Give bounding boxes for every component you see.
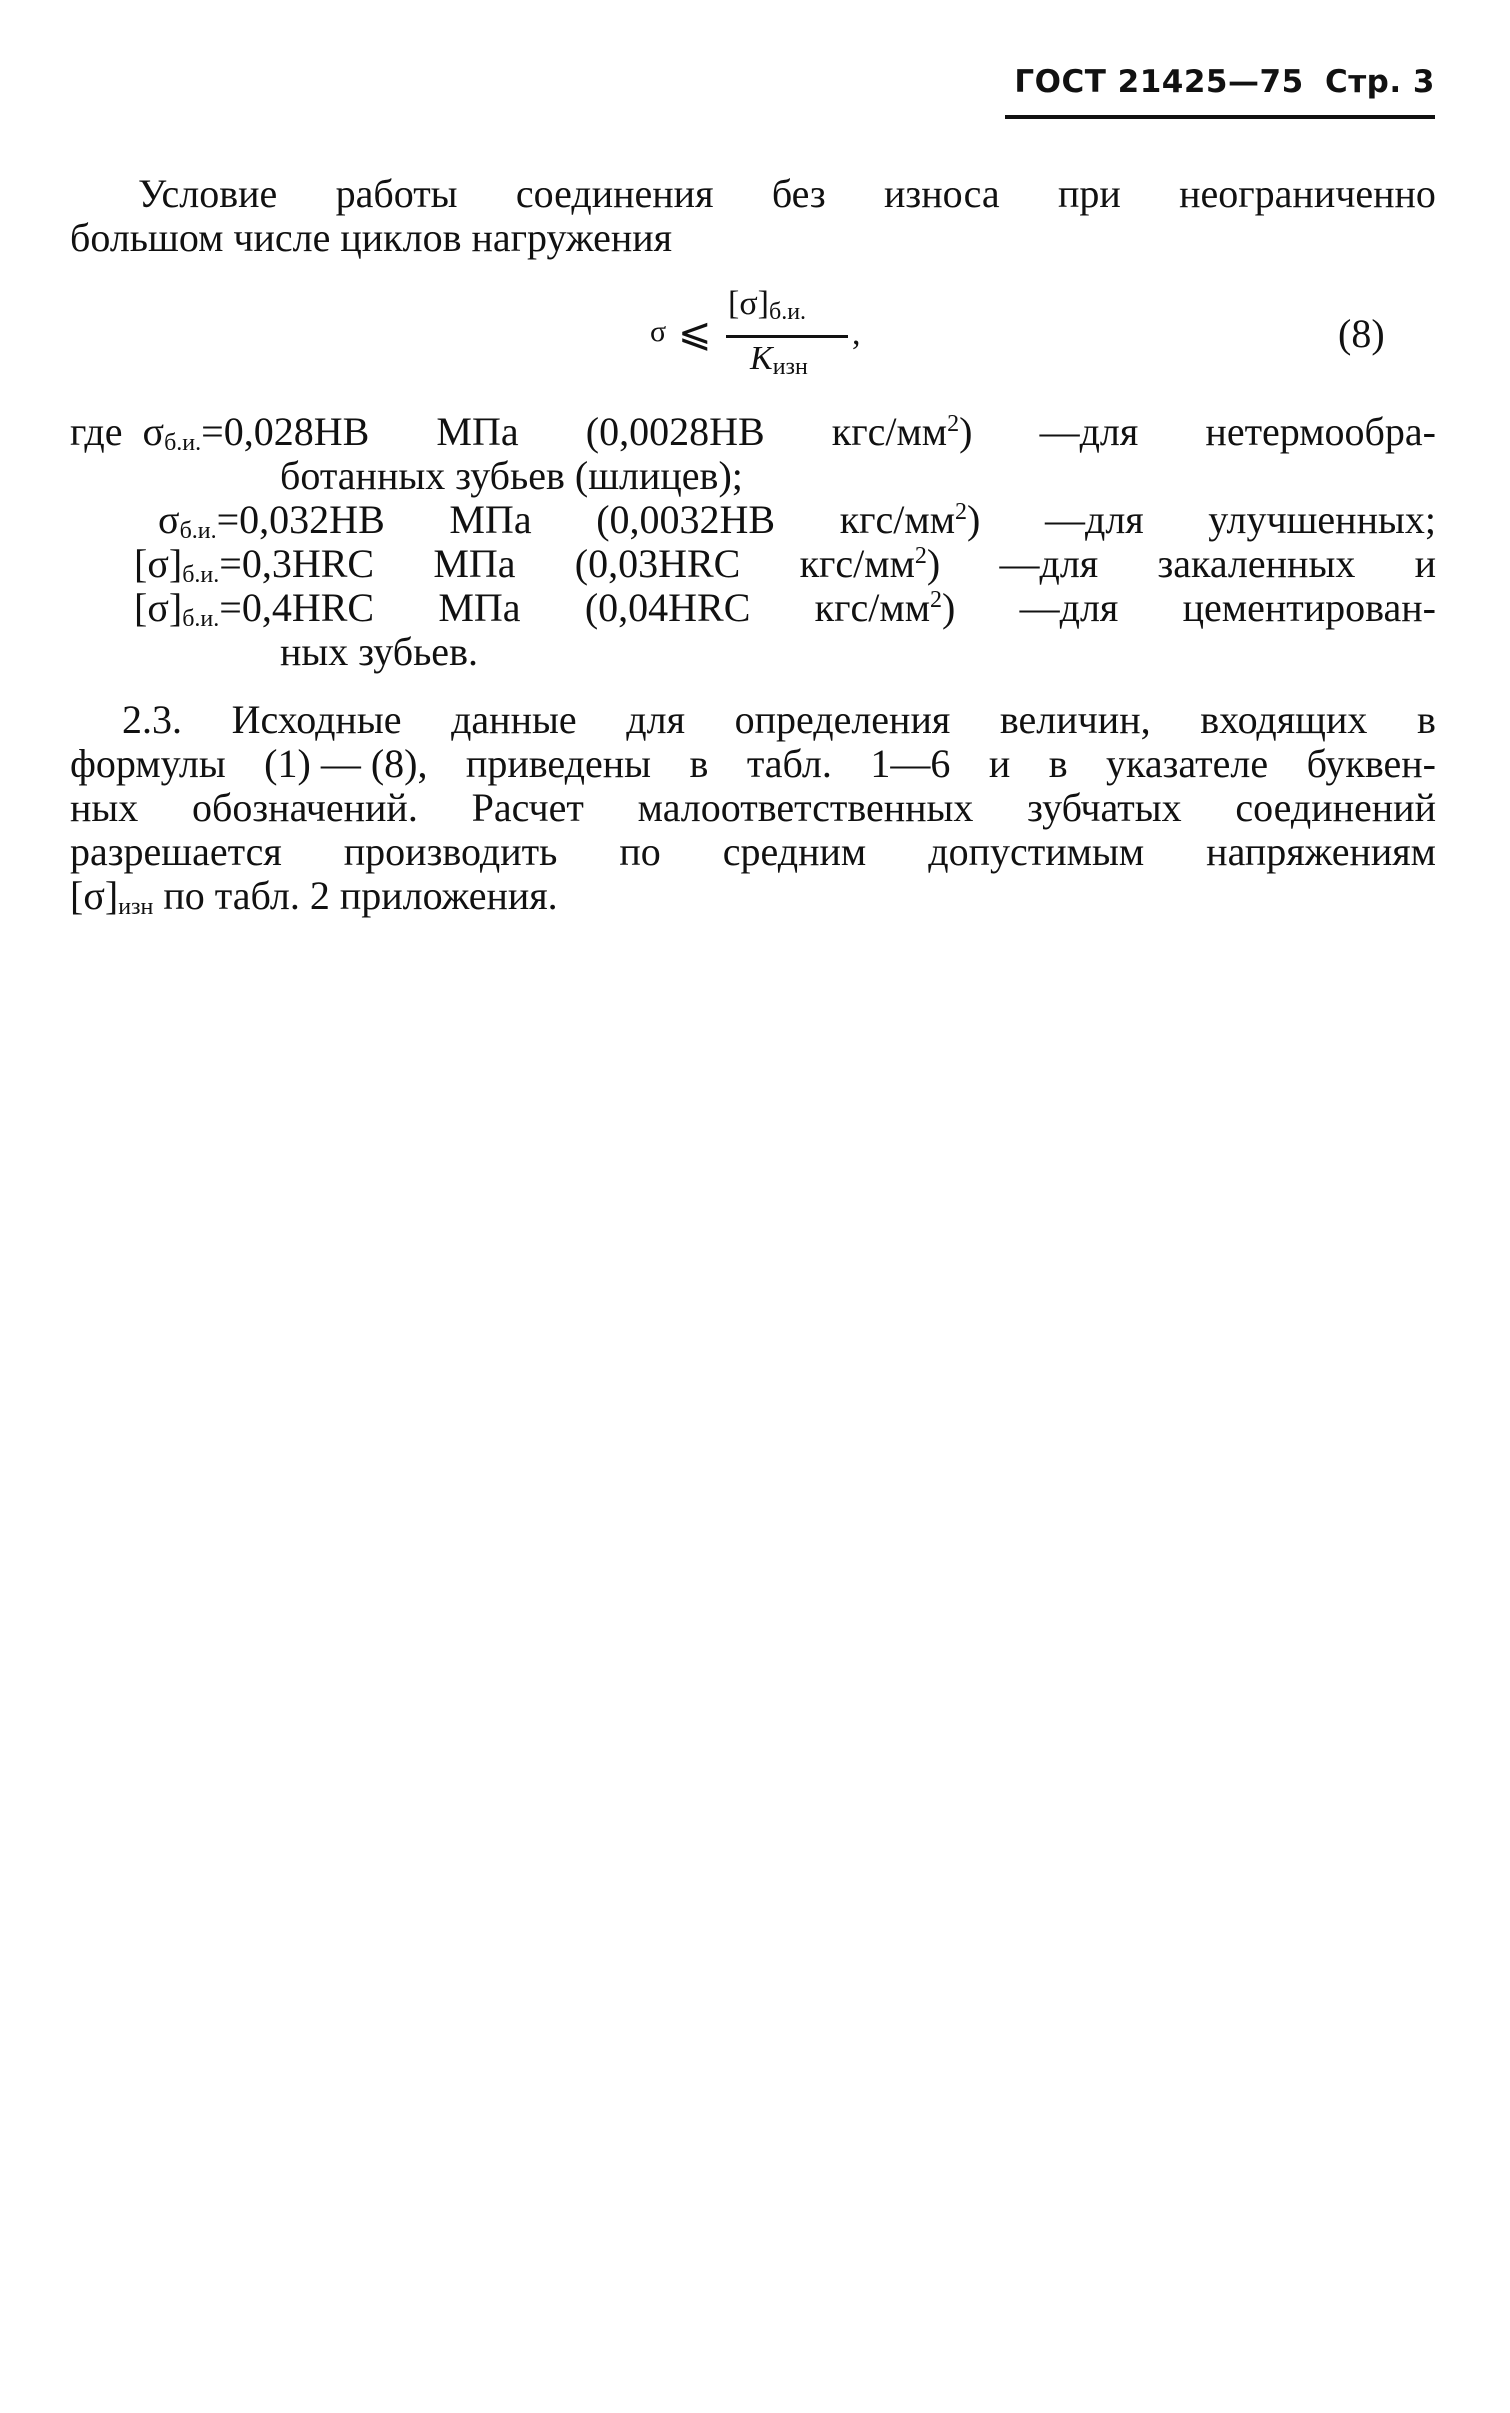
section-line-2: формулы (1) — (8), приведены в табл. 1—6 и в указателе буквен- [70,741,1436,786]
page-number: Стр. 3 [1324,64,1435,100]
formula-number: (8) [1338,311,1385,356]
standard-number: ГОСТ 21425—75 [1014,64,1304,100]
header-rule [1005,115,1435,119]
section-line-1: 2.3. Исходные данные для определения величин, входящих в [122,697,1436,742]
def-line-2: $\sigma_{б.и.}=0,032HB$ МПа (0,0032HB кгс/$мм^2$) —для улучшенных; [158,497,1436,544]
fraction-bar [726,335,848,338]
section-line-4: разрешается производить по средним допустимым напряжениям [70,829,1436,874]
formula-numerator: $[\sigma]_{б.и.}$ [728,285,807,325]
intro-line-1: Условие работы соединения без износа при неограниченно [138,171,1436,216]
formula-comma: , [852,315,861,352]
intro-line-2: большом числе циклов нагружения [70,215,673,260]
formula-lhs: σ [650,315,667,348]
formula-denominator: $K_{изн}$ [750,340,808,380]
def-line-4: $[\sigma]_{б.и.}=0,4HRC$ МПа (0,04HRC кгс/$мм^2$) —для цементирован- [134,585,1436,632]
def-line-3: $[\sigma]_{б.и.}=0,3HRC$ МПа (0,03HRC кгс/$мм^2$) —для закаленных и [134,541,1436,588]
def-line-1: где $\sigma_{б.и.}=0,028HB$ МПа (0,0028HB кгс/$мм^2$) —для нетермообра- [70,409,1436,456]
section-line-3: ных обозначений. Расчет малоответственных зубчатых соединений [70,785,1436,830]
formula-8 [640,285,900,395]
formula-relation: ⩽ [678,310,712,355]
def-line-4-cont: ных зубьев. [280,629,478,674]
def-line-1-cont: ботанных зубьев (шлицев); [280,453,743,498]
section-line-5: $[\sigma]_{изн}$ по табл. 2 приложения. [70,873,558,920]
page-header [1005,64,1435,100]
